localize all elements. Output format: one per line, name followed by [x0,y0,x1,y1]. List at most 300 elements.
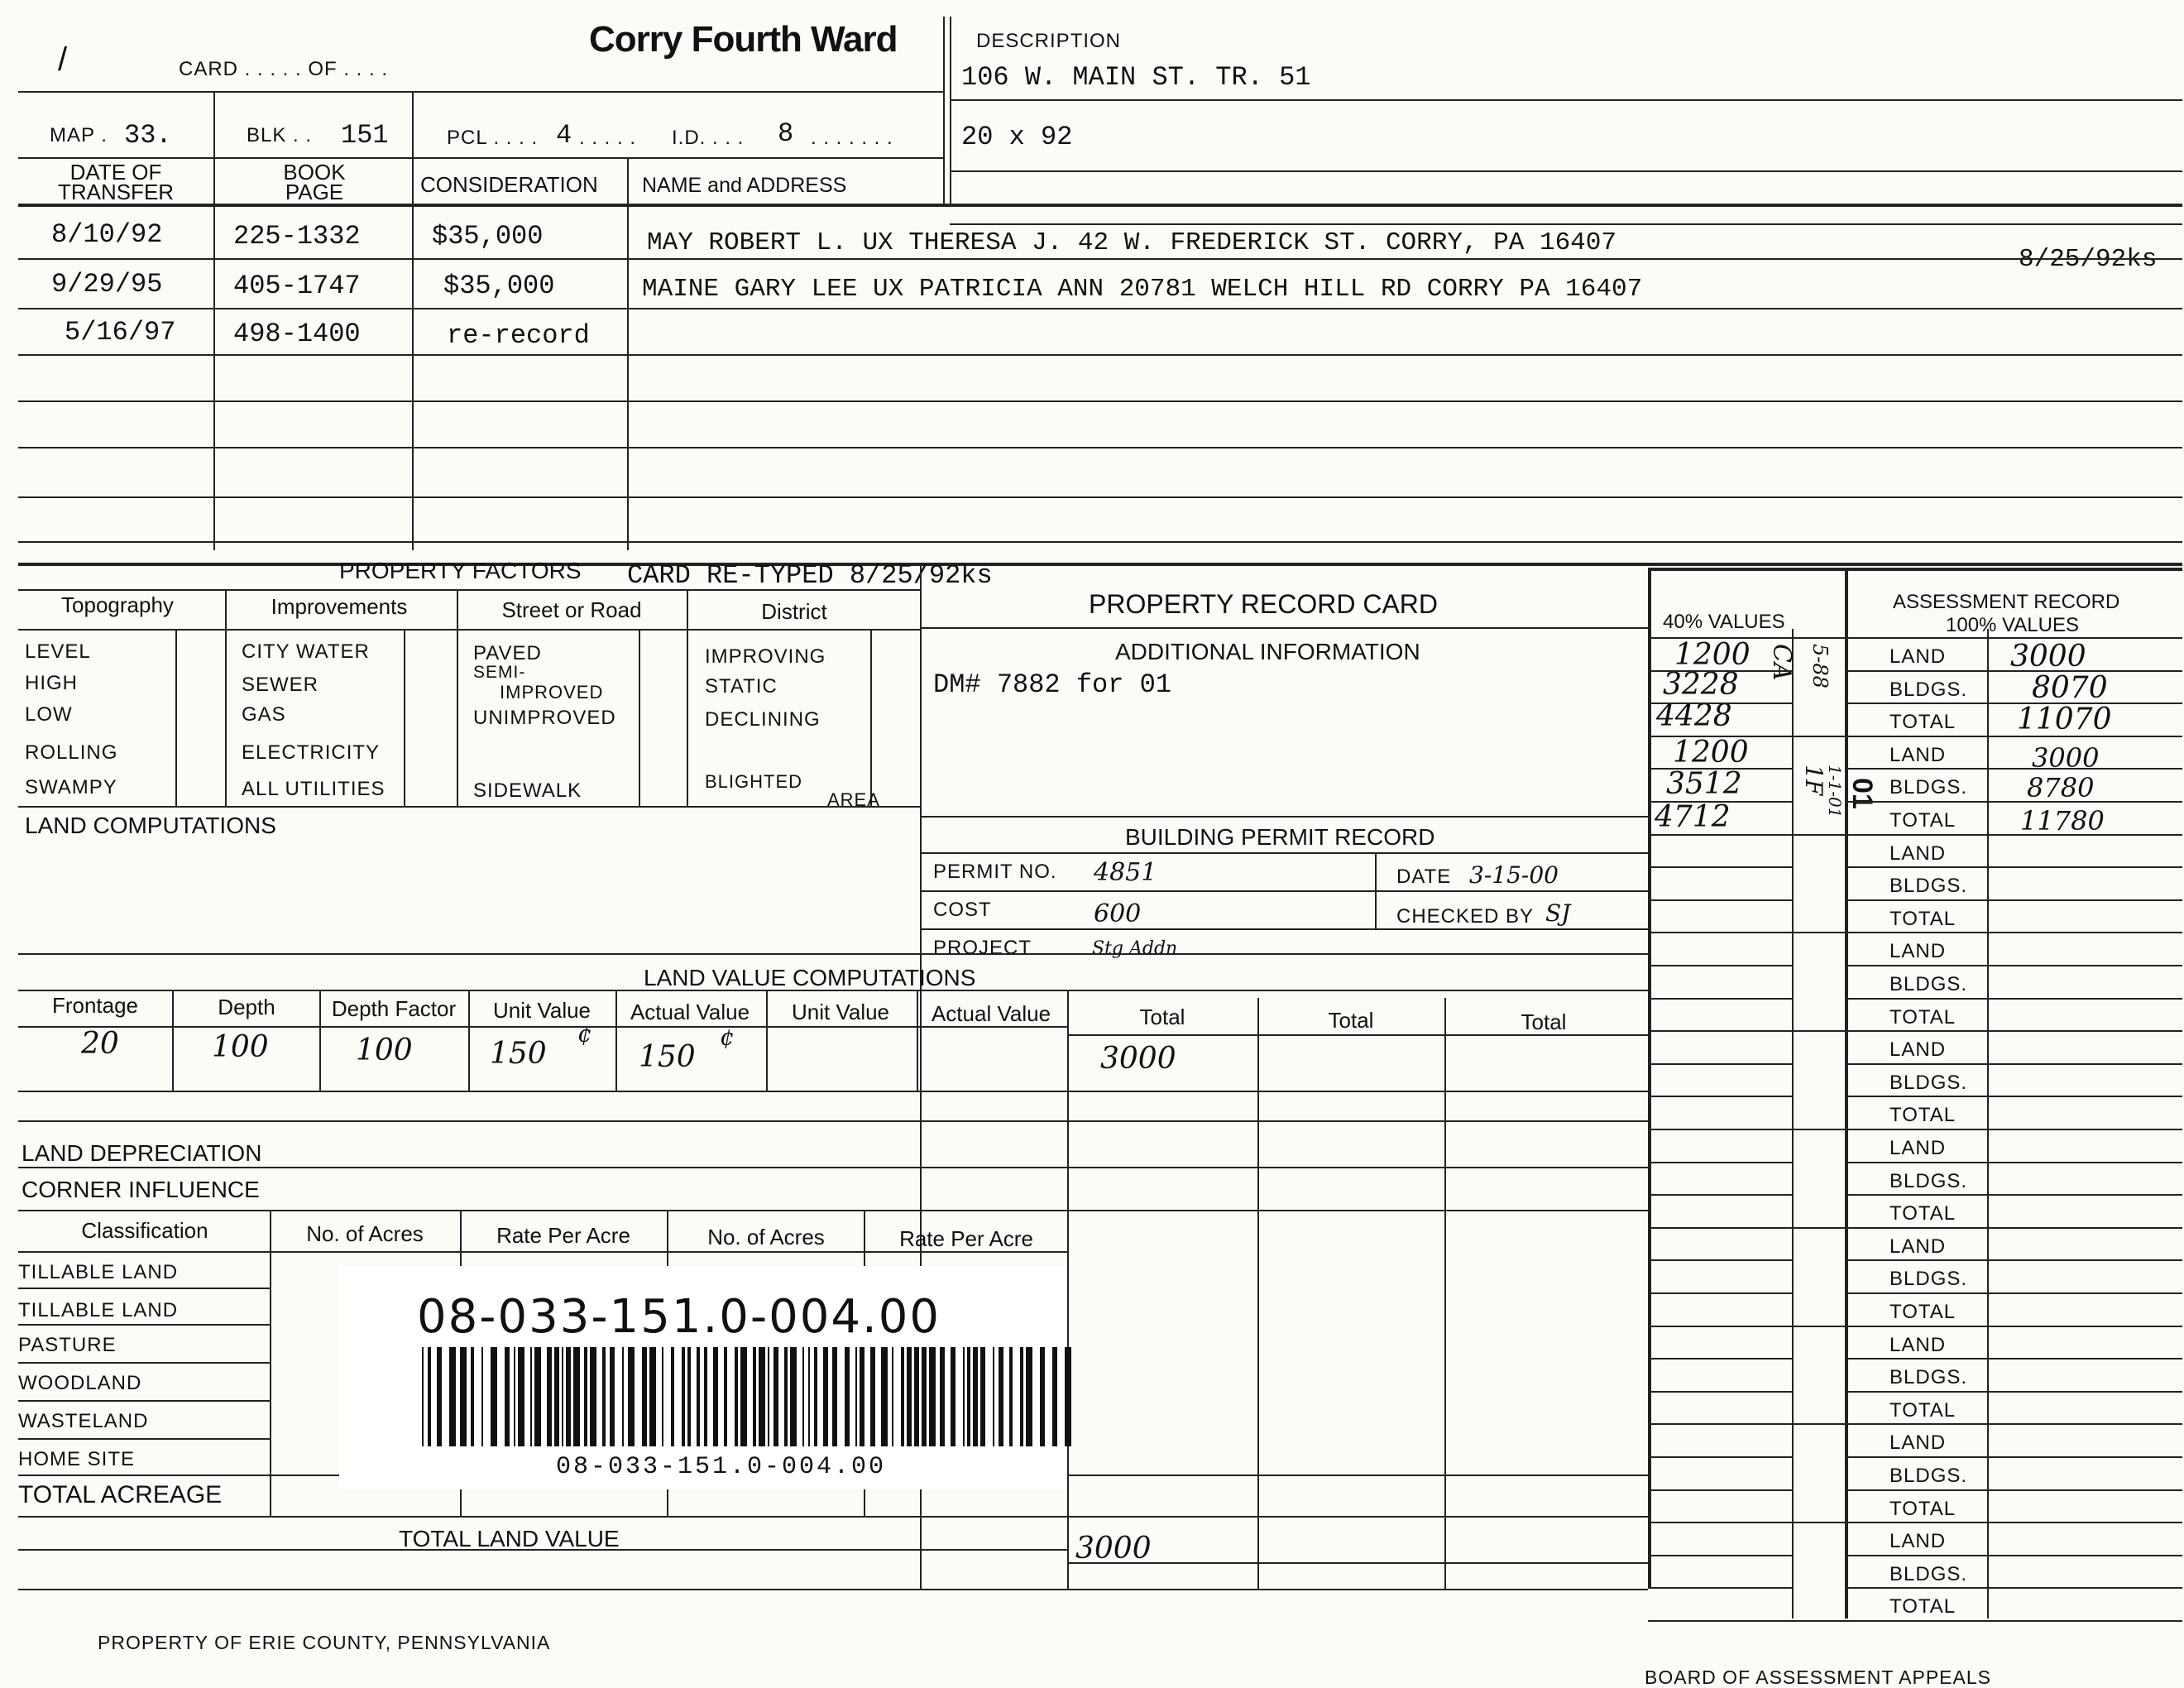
assess-value-5: 8780 [2027,772,2095,803]
forty-value-4: 1200 [1673,736,1749,770]
forty-row-rule [1648,1587,1792,1589]
assessment-row-rule [1845,965,2182,966]
assess-value-1: 3000 [2010,640,2086,674]
assessment-mid [1987,629,1989,1618]
barcode-bar [870,1347,875,1446]
class-rule-2 [18,1324,271,1326]
assessment-row-rule [1845,768,2182,770]
factor-level: LEVEL [25,640,91,663]
assess-value-3: 11070 [2017,703,2112,736]
land-col-5 [766,990,768,1091]
barcode-bar [832,1347,837,1446]
forty-row-rule [1648,1456,1792,1458]
barcode-bar [610,1347,615,1446]
barcode-bar [845,1347,850,1446]
col-date-header: DATE OF TRANSFER [57,160,175,204]
barcode-bar [662,1347,663,1446]
acre-header-rule [18,1251,1067,1253]
card-label: CARD . . . . . OF . . . . [179,58,389,80]
assessment-row-label: TOTAL [1889,711,1956,734]
assessment-row-label: BLDGS. [1889,1071,1968,1094]
assessment-row-label: LAND [1889,842,1947,865]
corner-rule [18,1210,1648,1211]
factor-sewer: SEWER [242,674,319,696]
barcode-bar [1020,1347,1023,1446]
forty-row-rule [1648,965,1792,966]
barcode-bar [922,1347,927,1446]
assessment-row-label: BLDGS. [1889,1366,1968,1389]
factor-rolling: ROLLING [25,741,118,764]
assessment-row-label: BLDGS. [1889,973,1968,995]
barcode-bar [892,1347,893,1446]
bottom-rule [18,1589,1648,1590]
assessment-row-rule [1845,1162,2182,1163]
transfer-book: 405-1747 [233,271,361,301]
forty-value-5: 3512 [1666,767,1742,801]
forty-row-rule [1648,1358,1792,1360]
factor-area: AREA [827,789,880,810]
total-land-value-label: TOTAL LAND VALUE [399,1526,620,1551]
factor-city-water: CITY WATER [242,640,370,663]
barcode-bar [1009,1347,1013,1446]
forty-row-rule [1648,670,1792,672]
barcode-bar [518,1347,524,1446]
pcl-value: 4 [556,120,572,151]
forty-row-rule [1648,1391,1792,1393]
class-woodland: WOODLAND [18,1372,142,1394]
barcode-bar [901,1347,904,1446]
assessment-row-rule [1845,1489,2182,1491]
barcode-bar [562,1347,563,1446]
barcode-bar [808,1347,810,1446]
unit-value-header-1: Unit Value [492,998,592,1023]
barcode-bar [907,1347,912,1446]
assessment-row-label: LAND [1889,1530,1947,1553]
footer-right: BOARD OF ASSESSMENT APPEALS [1645,1666,1991,1688]
forty-row-rule [1648,998,1792,1000]
barcode-bar [790,1347,797,1446]
transfer-date: 5/16/97 [65,317,176,348]
prc-title: PROPERTY RECORD CARD [1089,589,1438,619]
land-header-rule-total [1067,1034,1648,1036]
permit-no-value: 4851 [1094,858,1157,887]
assessment-row-label: LAND [1889,940,1947,963]
factor-high: HIGH [25,672,78,694]
barcode-bar [590,1347,596,1446]
acre-bottom-rule [18,1516,1648,1518]
classification-header: Classification [81,1218,208,1243]
barcode-bar [980,1347,985,1446]
blk-value: 151 [341,120,389,151]
forty-row-rule [1648,1292,1792,1294]
barcode-bar [951,1347,956,1446]
col-book-header: BOOK PAGE [283,160,346,204]
assessment-row-label: LAND [1889,1038,1947,1062]
assessment-row-label: LAND [1889,743,1947,766]
factor-semi: SEMI- [473,663,526,682]
right-top-rule [1648,568,2182,571]
forty-value-6: 4712 [1655,800,1731,834]
transfer-date: 9/29/95 [51,269,163,300]
assessment-row-label: BLDGS. [1889,776,1968,799]
factor-declining: DECLINING [705,708,821,731]
land-col-6 [917,990,918,1091]
permit-title: BUILDING PERMIT RECORD [1125,824,1435,850]
title-divider-2 [950,17,951,207]
actual-value-header-1: Actual Value [630,1000,750,1024]
forty-row-rule [1648,1096,1792,1097]
permit-no-label: PERMIT NO. [933,861,1057,883]
frontage-value: 20 [81,1027,119,1061]
assessment-row-label: TOTAL [1889,1595,1956,1618]
rate-header-2: Rate Per Acre [899,1226,1033,1251]
depr-rule [18,1167,1648,1168]
forty-row-rule [1648,1522,1792,1523]
land-col-1 [172,990,174,1091]
unit-value-1: 150 [490,1037,547,1071]
forty-row-rule [1648,1620,1792,1622]
barcode-bar [554,1347,559,1446]
barcode-bar [768,1347,769,1446]
corner-influence-label: CORNER INFLUENCE [22,1177,260,1202]
factor-check-3 [639,629,640,806]
factor-all-utilities: ALL UTILITIES [242,778,386,800]
barcode-bar [929,1347,936,1446]
description-line1: 106 W. MAIN ST. TR. 51 [961,62,1311,93]
total-land-value: 3000 [1075,1532,1152,1566]
transfer-consideration: $35,000 [432,221,544,252]
permit-checked-value: SJ [1545,899,1571,927]
transfer-note: 8/25/92ks [2019,245,2158,274]
permit-rule-2 [920,928,1648,930]
assessment-row-label: TOTAL [1889,1104,1956,1127]
barcode-bar [534,1347,541,1446]
forty-row-rule [1648,1129,1792,1130]
assessment-row-rule [1845,801,2182,803]
assessment-row-rule [1845,1063,2182,1065]
assessment-row-label: BLDGS. [1889,1562,1968,1585]
permit-title-rule [920,852,1648,854]
total-header-2: Total [1328,1008,1374,1033]
assessment-row-label: BLDGS. [1889,875,1968,898]
barcode-bar [973,1347,978,1446]
class-wasteland: WASTELAND [18,1410,149,1432]
barcode-bar [999,1347,1003,1446]
acres-header-1: No. of Acres [306,1221,424,1246]
sticker-handwritten-id: 08-033-151.0-004.00 [417,1290,941,1344]
actual-value-header-2: Actual Value [931,1001,1051,1026]
barcode-bar [855,1347,857,1446]
forty-row-rule [1648,703,1792,704]
total-acreage-label: TOTAL ACREAGE [18,1481,223,1508]
land-depreciation-label: LAND DEPRECIATION [22,1140,262,1166]
tlv-rule-2 [1067,1562,1648,1564]
right-col-left [1648,568,1651,1589]
assess-value-2: 8070 [2032,671,2108,705]
pcl-dots: . . . . . [579,127,637,149]
forty-row-rule [1648,1555,1792,1556]
depth-factor-header: Depth Factor [331,996,457,1021]
unit-value-cents: ¢ [577,1020,592,1048]
factor-check-4 [870,629,872,806]
class-tillable-1: TILLABLE LAND [18,1261,179,1283]
barcode-bar [422,1347,424,1446]
assessment-row-rule [1845,1096,2182,1097]
forty-row-rule [1648,1259,1792,1261]
factors-rule [18,589,920,591]
property-factors-title: PROPERTY FACTORS [339,558,582,583]
assessment-row-label: LAND [1889,1431,1947,1455]
forty-row-rule [1648,899,1792,901]
assessment-row-rule [1845,1456,2182,1458]
topography-header: Topography [61,592,174,617]
side-note-date: 1-1-01 [1825,765,1845,818]
land-col-7 [1067,990,1069,1589]
factors-bottom-rule [18,806,920,808]
barcode-bar [713,1347,718,1446]
side-note-if: 1F [1800,765,1827,796]
col-consideration-header: CONSIDERATION [420,172,598,197]
district-header: District [761,599,827,624]
additional-info-text: DM# 7882 for 01 [933,669,1172,700]
barcode-bar [823,1347,828,1446]
forty-value-1: 1200 [1674,638,1751,672]
row-rule-2 [18,308,2182,309]
factors-header-rule [18,629,920,631]
land-header-rule [18,1026,1069,1028]
factor-check-1 [175,629,177,806]
forty-value-3: 4428 [1656,699,1732,733]
barcode-bar [471,1347,474,1446]
permit-rule-1 [920,890,1648,892]
barcode-bar [1026,1347,1032,1446]
forty-row-rule [1648,801,1792,803]
barcode-bar [697,1347,700,1446]
barcode-bar [687,1347,691,1446]
row-rule-3 [18,354,2182,356]
land-col-3 [468,990,470,1091]
barcode-bar [774,1347,778,1446]
barcode-bar [802,1347,804,1446]
permit-date-value: 3-15-00 [1469,861,1559,889]
actual-value-1: 150 [639,1040,696,1074]
assess-value-4: 3000 [2032,742,2100,774]
barcode-bar [428,1347,431,1446]
barcode-text: 08-033-151.0-004.00 [556,1453,887,1481]
barcode-bar [460,1347,467,1446]
barcode [422,1347,1075,1455]
barcode-bar [622,1347,624,1446]
assessment-row-label: TOTAL [1889,1005,1956,1029]
assessment-header-1: ASSESSMENT RECORD [1893,591,2120,613]
barcode-bar [671,1347,674,1446]
assessment-row-rule [1845,1391,2182,1393]
side-note-ca: CA [1767,644,1796,681]
barcode-bar [1065,1347,1071,1446]
barcode-bar [940,1347,945,1446]
row-rule-4 [18,400,2182,402]
forty-row-rule [1648,1063,1792,1065]
factor-check-2 [404,629,405,806]
assessment-row-rule [1845,899,2182,901]
assessment-row-rule [1845,998,2182,1000]
barcode-bar [682,1347,685,1446]
barcode-bar [860,1347,864,1446]
land-value-comp-title: LAND VALUE COMPUTATIONS [644,965,976,990]
forty-row-rule [1648,834,1792,836]
forty-divider [1792,629,1794,1618]
permit-checked-label: CHECKED BY [1396,905,1535,928]
class-rule-1 [18,1288,271,1289]
assessment-row-label: BLDGS. [1889,678,1968,701]
forty-values-header: 40% VALUES [1663,611,1785,633]
transfer-name: MAY ROBERT L. UX THERESA J. 42 W. FREDERICK ST. CORRY, PA 16407 [647,228,1616,257]
depth-factor-value: 100 [356,1033,413,1067]
card-retyped-note: CARD RE-TYPED 8/25/92ks [627,560,993,591]
class-tillable-2: TILLABLE LAND [18,1299,179,1321]
forty-row-rule [1648,1227,1792,1229]
prc-title-rule [920,627,1648,629]
depth-value: 100 [212,1030,269,1064]
factor-static: STATIC [705,675,778,698]
factor-col-3 [687,589,688,806]
assessment-row-label: TOTAL [1889,1301,1956,1323]
assessment-row-rule [1845,866,2182,868]
title-divider [943,17,945,207]
factor-low: LOW [25,703,73,726]
land-row-rule [18,1091,1648,1092]
assess-value-6: 11780 [2020,805,2105,837]
forty-row-rule [1648,768,1792,770]
forty-row-rule [1648,1030,1792,1032]
factor-unimproved: UNIMPROVED [473,707,616,729]
assessment-row-label: LAND [1889,1333,1947,1356]
transfer-consideration: re-record [447,320,590,351]
factor-improving: IMPROVING [705,645,826,668]
assessment-left [1845,568,1848,1618]
factor-sidewalk: SIDEWALK [473,779,582,802]
factor-col-1 [225,589,227,806]
land-col-2 [319,990,321,1091]
row-rule-5 [18,447,2182,448]
barcode-bar [735,1347,738,1446]
barcode-bar [530,1347,532,1446]
assessment-row-rule [1845,703,2182,704]
improvements-header: Improvements [271,594,408,619]
barcode-bar [881,1347,888,1446]
ids-rule [18,157,945,159]
forty-row-rule [1648,1423,1792,1425]
id-dots: . . . . . . . [811,127,893,149]
land-col-8 [1257,998,1259,1589]
total-header-3: Total [1521,1009,1567,1034]
map-value: 33. [124,120,172,151]
barcode-bar [1040,1347,1045,1446]
barcode-bar [704,1347,707,1446]
transfer-book: 498-1400 [233,319,361,349]
barcode-bar [759,1347,765,1446]
street-header: Street or Road [501,597,642,622]
assessment-row-rule [1845,1555,2182,1556]
row-rule-6 [18,496,2182,498]
barcode-bar [437,1347,442,1446]
barcode-bar [602,1347,606,1446]
assessment-row-label: TOTAL [1889,907,1956,930]
ward-title: Corry Fourth Ward [589,19,898,60]
assessment-row-rule [1845,1292,2182,1294]
pcl-label: PCL . . . . [447,127,539,149]
transfer-date: 8/10/92 [51,219,163,250]
row-rule-7 [18,541,2182,543]
assessment-row-label: TOTAL [1889,1398,1956,1422]
assessment-row-rule [1845,1259,2182,1261]
barcode-bar [584,1347,587,1446]
col-line-2 [412,91,414,550]
depth-header: Depth [218,995,275,1019]
barcode-bar [993,1347,994,1446]
barcode-bar [963,1347,965,1446]
assessment-row-label: BLDGS. [1889,1268,1968,1291]
factor-electricity: ELECTRICITY [242,741,381,764]
barcode-bar [514,1347,515,1446]
assessment-header-2: 100% VALUES [1946,614,2079,636]
forty-value-2: 3228 [1663,668,1739,702]
assessment-row-rule [1845,1358,2182,1360]
class-pasture: PASTURE [18,1334,117,1356]
assessment-row-label: TOTAL [1889,1497,1956,1520]
blk-label: BLK . . [247,124,313,146]
land-col-4 [615,990,617,1091]
barcode-bar [814,1347,817,1446]
assessment-row-rule [1845,1587,2182,1589]
permit-cost-label: COST [933,899,992,921]
class-home-site: HOME SITE [18,1448,136,1470]
barcode-bar [566,1347,571,1446]
factor-col-2 [457,589,458,806]
barcode-bar [547,1347,552,1446]
transfer-name: MAINE GARY LEE UX PATRICIA ANN 20781 WELCH HILL RD CORRY PA 16407 [642,275,1643,304]
barcode-bar [573,1347,580,1446]
desc-rule-2 [950,170,2182,172]
assessment-row-label: TOTAL [1889,809,1956,832]
land-row-rule-2 [18,1120,1648,1122]
side-note-588: 5-88 [1808,644,1832,688]
transfer-book: 225-1332 [233,221,361,252]
factor-gas: GAS [242,703,286,726]
permit-date-label: DATE [1396,866,1452,888]
col-line-1 [213,91,215,550]
barcode-bar [505,1347,510,1446]
barcode-bar [914,1347,919,1446]
total-value-1: 3000 [1100,1042,1176,1076]
additional-info-label: ADDITIONAL INFORMATION [1115,639,1420,664]
barcode-bar [740,1347,747,1446]
acres-header-2: No. of Acres [707,1225,825,1249]
unit-value-header-2: Unit Value [791,1000,890,1024]
forty-row-rule [1648,932,1792,933]
land-computations-label: LAND COMPUTATIONS [25,813,276,838]
forty-row-rule [1648,1489,1792,1491]
id-value: 8 [778,118,794,149]
forty-row-rule [1648,1326,1792,1327]
barcode-bar [753,1347,756,1446]
assessment-row-label: LAND [1889,645,1947,668]
barcode-bar [491,1347,497,1446]
transfers-header-rule [18,204,2182,207]
assessment-row-label: TOTAL [1889,1202,1956,1225]
barcode-bar [449,1347,456,1446]
factor-paved: PAVED [473,642,542,664]
